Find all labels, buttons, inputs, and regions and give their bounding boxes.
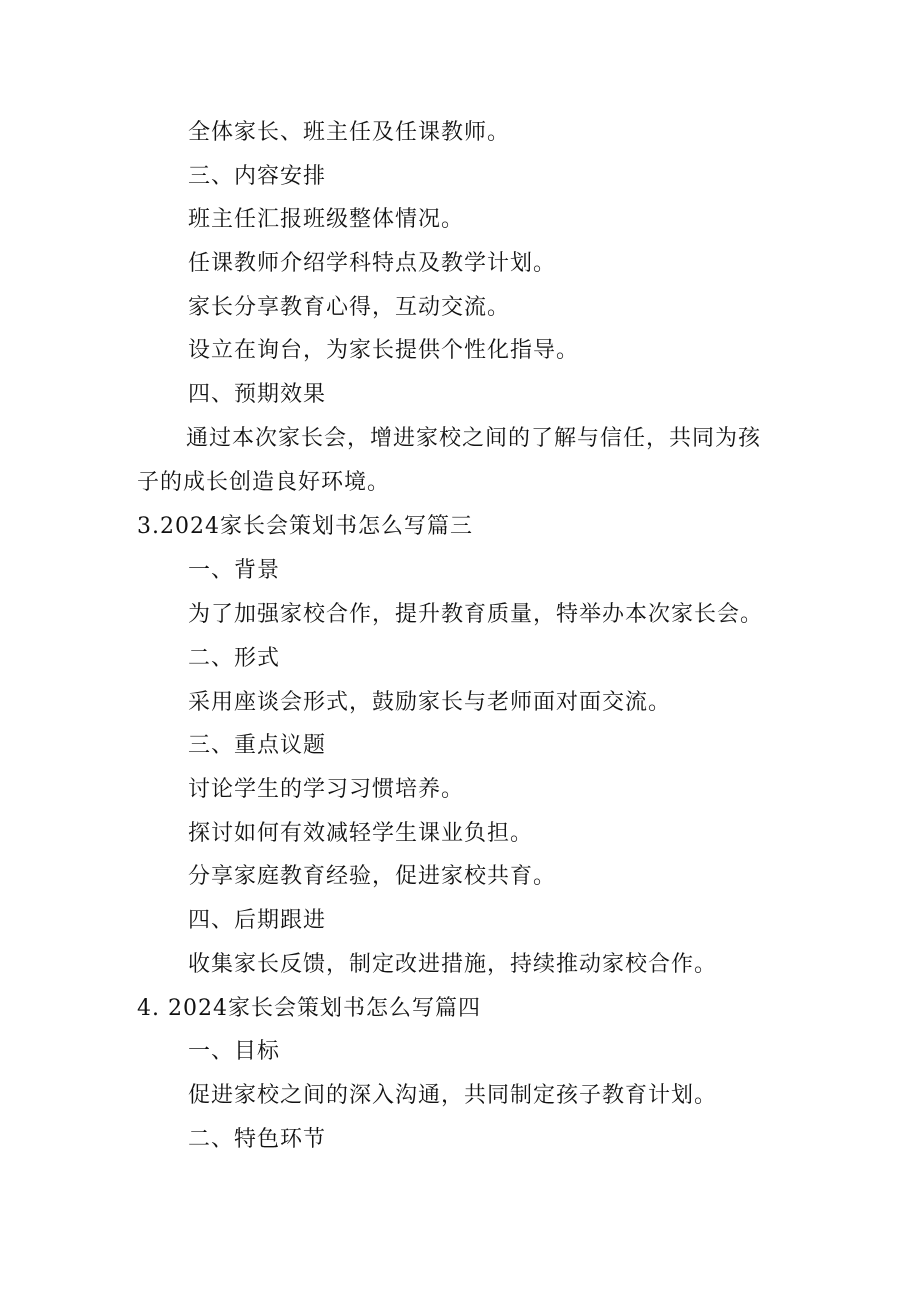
body-line: 任课教师介绍学科特点及教学计划。 bbox=[188, 251, 557, 276]
article-heading: 3.2024家长会策划书怎么写篇三 bbox=[137, 514, 473, 539]
body-line: 设立在询台，为家长提供个性化指导。 bbox=[188, 338, 580, 363]
body-line: 收集家长反馈，制定改进措施，持续推动家校合作。 bbox=[188, 952, 718, 977]
body-line: 分享家庭教育经验，促进家校共育。 bbox=[188, 864, 557, 889]
body-line: 家长分享教育心得，互动交流。 bbox=[188, 295, 511, 320]
body-line: 班主任汇报班级整体情况。 bbox=[188, 207, 465, 232]
section-heading: 二、特色环节 bbox=[188, 1127, 327, 1152]
body-line: 讨论学生的学习习惯培养。 bbox=[188, 777, 465, 802]
body-line: 全体家长、班主任及任课教师。 bbox=[188, 120, 511, 145]
body-line: 探讨如何有效减轻学生课业负担。 bbox=[188, 821, 534, 846]
section-heading: 四、预期效果 bbox=[188, 382, 327, 407]
article-heading: 4. 2024家长会策划书怎么写篇四 bbox=[137, 996, 481, 1021]
section-heading: 三、内容安排 bbox=[188, 164, 327, 189]
section-heading: 二、形式 bbox=[188, 646, 281, 671]
body-line: 为了加强家校合作，提升教育质量，特举办本次家长会。 bbox=[188, 602, 764, 627]
section-heading: 一、目标 bbox=[188, 1039, 281, 1064]
body-line: 通过本次家长会，增进家校之间的了解与信任，共同为孩 bbox=[186, 426, 762, 451]
section-heading: 一、背景 bbox=[188, 558, 281, 583]
body-line: 采用座谈会形式，鼓励家长与老师面对面交流。 bbox=[188, 690, 672, 715]
body-line: 促进家校之间的深入沟通，共同制定孩子教育计划。 bbox=[188, 1083, 718, 1108]
section-heading: 三、重点议题 bbox=[188, 733, 327, 758]
section-heading: 四、后期跟进 bbox=[188, 908, 327, 933]
body-line: 子的成长创造良好环境。 bbox=[137, 470, 391, 495]
